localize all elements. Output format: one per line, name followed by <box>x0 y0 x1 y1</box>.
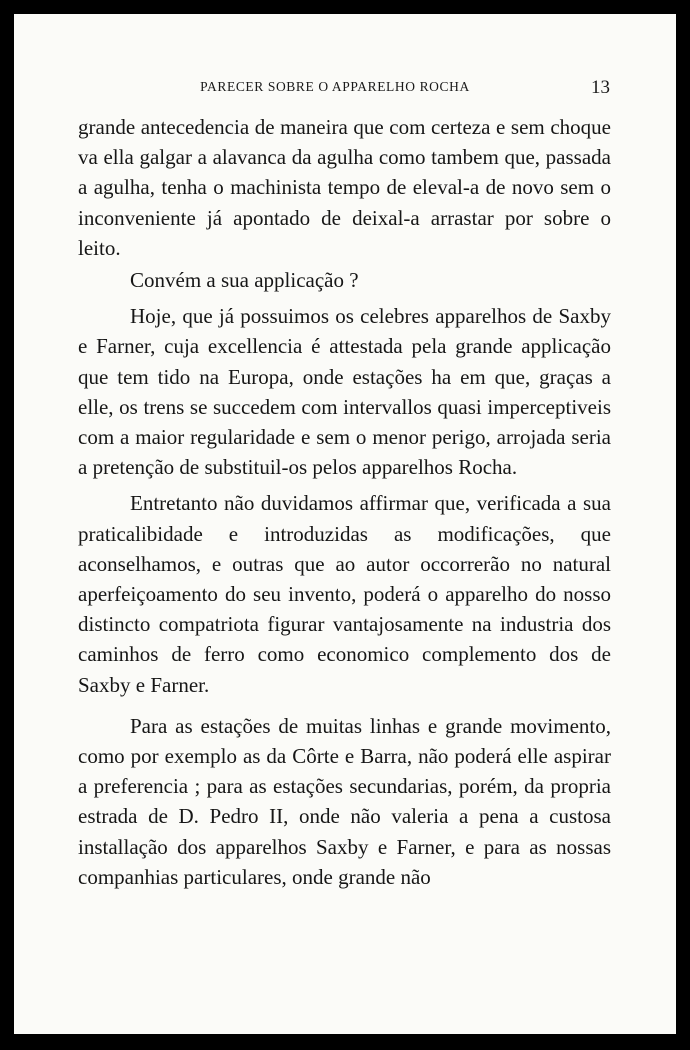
page-number: 13 <box>591 77 610 98</box>
paragraph: Para as estações de muitas linhas e grande movimento, como por exemplo as da Côrte e Barra, não poderá elle aspirar a preferencia ; para as estações secundarias, porém, da propria estrada de D. Pedro II, onde não valeria a pena a custosa installação dos apparelhos Saxby e Farner, e para as nossas companhias particulares, onde grande não <box>78 713 611 889</box>
paragraph-continuation: grande antecedencia de maneira que com certeza e sem choque va ella galgar a alavanca da agulha como tambem que, passada a agulha, tenha o machinista tempo de eleval-a de novo sem o inconveniente já apontado de deixal-a arrastar por sobre o leito. <box>78 115 611 260</box>
paragraph: Entretanto não duvidamos affirmar que, verificada a sua praticalibidade e introduzidas as modificações, que aconselhamos, e outras que ao autor occorrerão no natural aperfeiçoamento do seu invento, poderá o apparelho do nosso distincto compatriota figurar vantajosamente na industria dos caminhos de ferro como economico complemento dos de Saxby e Farner. <box>78 491 611 697</box>
page-header <box>80 79 610 103</box>
book-page <box>14 14 676 1034</box>
body-text <box>78 112 611 892</box>
running-head: PARECER SOBRE O APPARELHO ROCHA <box>200 79 470 94</box>
paragraph: Hoje, que já possuimos os celebres apparelhos de Saxby e Farner, cuja excellencia é attestada pela grande applicação que tem tido na Europa, onde estações ha em que, graças a elle, os trens se succedem com intervallos quasi imperceptiveis com a maior regularidade e sem o menor perigo, arrojada seria a pretenção de substituil-os pelos apparelhos Rocha. <box>78 304 611 480</box>
paragraph-question: Convém a sua applicação ? <box>130 268 359 293</box>
